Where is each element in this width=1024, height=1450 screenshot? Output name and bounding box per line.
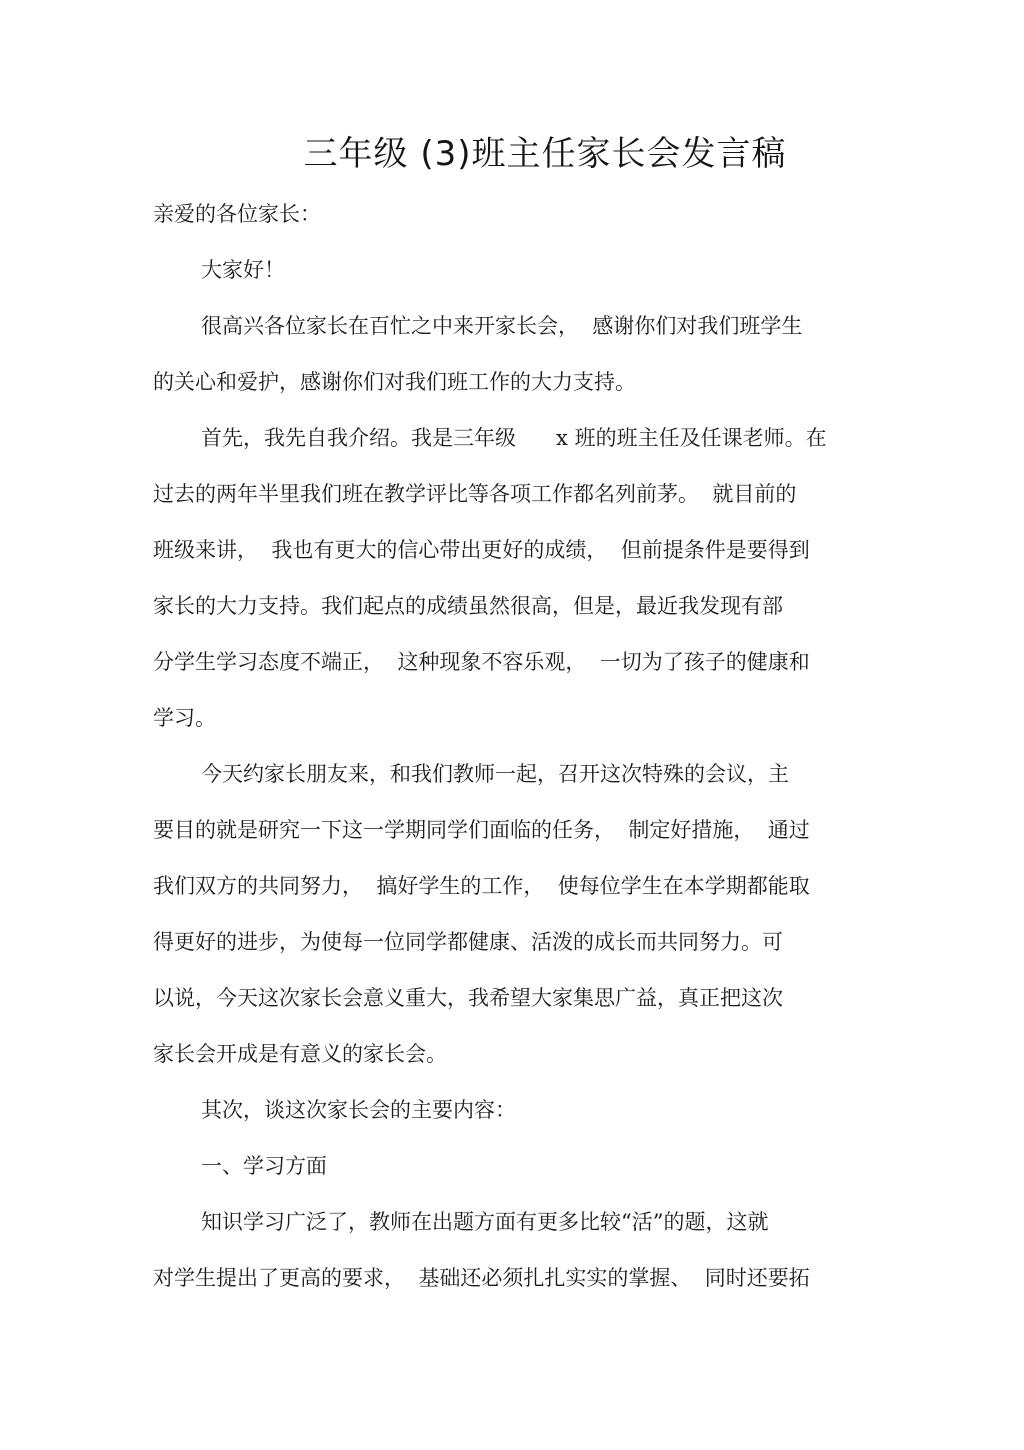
paragraph-line: 我们双方的共同努力， 搞好学生的工作， 使每位学生在本学期都能取 bbox=[153, 874, 810, 898]
paragraph-line: 首先，我先自我介绍。我是三年级 x 班的班主任及任课老师。在 bbox=[201, 426, 827, 450]
paragraph-line: 其次，谈这次家长会的主要内容： bbox=[201, 1098, 516, 1122]
paragraph-line: 学习。 bbox=[153, 706, 216, 730]
paragraph-line: 家长会开成是有意义的家长会。 bbox=[153, 1042, 447, 1066]
paragraph-line: 以说，今天这次家长会意义重大，我希望大家集思广益，真正把这次 bbox=[153, 986, 783, 1010]
paragraph-line: 对学生提出了更高的要求， 基础还必须扎扎实实的掌握、 同时还要拓 bbox=[153, 1266, 810, 1290]
paragraph-line: 班级来讲， 我也有更大的信心带出更好的成绩， 但前提条件是要得到 bbox=[153, 538, 810, 562]
salutation: 亲爱的各位家长： bbox=[153, 202, 321, 226]
paragraph-line: 的关心和爱护，感谢你们对我们班工作的大力支持。 bbox=[153, 370, 636, 394]
document-title: 三年级 (3)班主任家长会发言稿 bbox=[303, 134, 787, 174]
paragraph-line: 今天约家长朋友来，和我们教师一起，召开这次特殊的会议，主 bbox=[201, 762, 789, 786]
paragraph-line: 要目的就是研究一下这一学期同学们面临的任务， 制定好措施， 通过 bbox=[153, 818, 810, 842]
section-heading: 一、学习方面 bbox=[201, 1154, 327, 1178]
paragraph-line: 得更好的进步，为使每一位同学都健康、活泼的成长而共同努力。可 bbox=[153, 930, 783, 954]
paragraph-line: 家长的大力支持。我们起点的成绩虽然很高，但是，最近我发现有部 bbox=[153, 594, 783, 618]
paragraph-line: 很高兴各位家长在百忙之中来开家长会， 感谢你们对我们班学生 bbox=[201, 314, 803, 338]
paragraph-line: 知识学习广泛了，教师在出题方面有更多比较“活”的题，这就 bbox=[201, 1210, 769, 1234]
greeting: 大家好！ bbox=[201, 258, 285, 282]
paragraph-line: 分学生学习态度不端正， 这种现象不容乐观， 一切为了孩子的健康和 bbox=[153, 650, 810, 674]
paragraph-line: 过去的两年半里我们班在教学评比等各项工作都名列前茅。 就目前的 bbox=[153, 482, 797, 506]
